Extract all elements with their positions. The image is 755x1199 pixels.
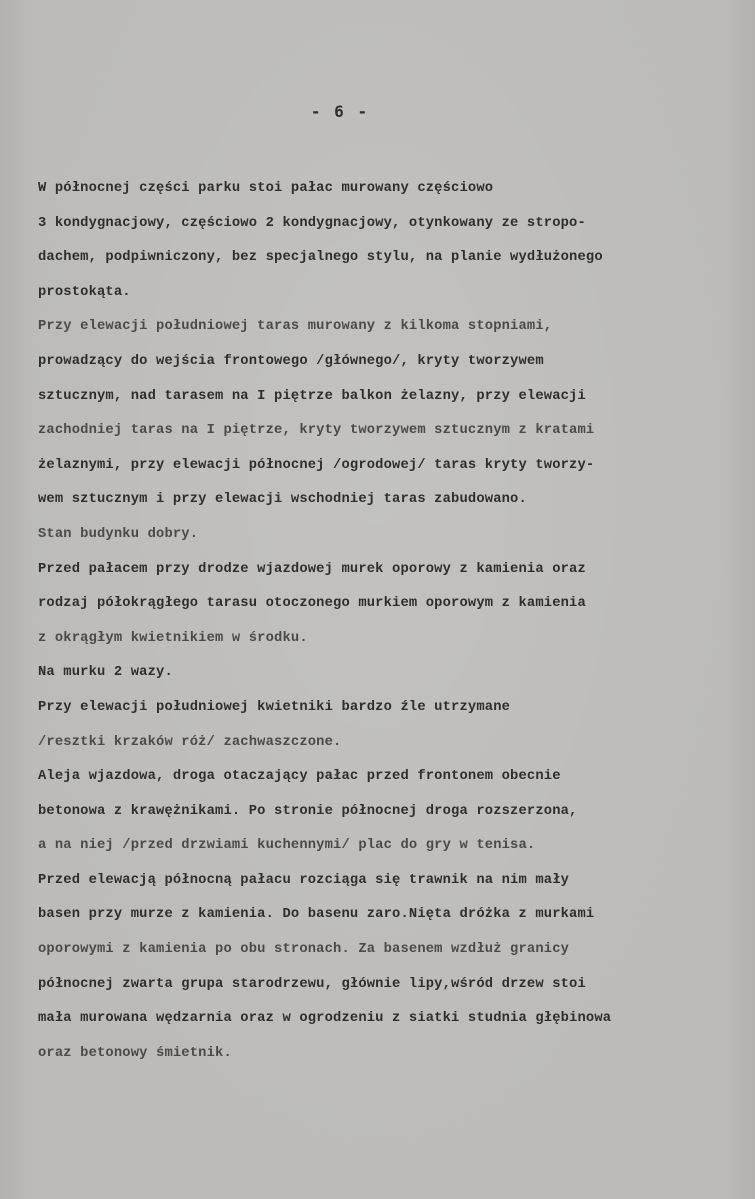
text-line: Przed pałacem przy drodze wjazdowej murek oporowy z kamienia oraz bbox=[38, 561, 586, 577]
text-line: prowadzący do wejścia frontowego /głównego/, kryty tworzywem bbox=[38, 353, 544, 369]
text-line: 3 kondygnacjowy, częściowo 2 kondygnacjowy, otynkowany ze stropo- bbox=[38, 215, 586, 231]
text-line: Na murku 2 wazy. bbox=[38, 665, 173, 681]
text-line: a na niej /przed drzwiami kuchennymi/ plac do gry w tenisa. bbox=[38, 838, 536, 854]
page-number: - 6 - bbox=[310, 102, 370, 121]
text-line: wem sztucznym i przy elewacji wschodniej taras zabudowano. bbox=[38, 492, 527, 508]
text-line: dachem, podpiwniczony, bez specjalnego stylu, na planie wydłużonego bbox=[38, 250, 603, 266]
text-line: Stan budynku dobry. bbox=[38, 526, 199, 542]
text-line: oraz betonowy śmietnik. bbox=[38, 1045, 232, 1061]
text-line: oporowymi z kamienia po obu stronach. Za basenem wzdłuż granicy bbox=[38, 942, 570, 958]
text-line: z okrągłym kwietnikiem w środku. bbox=[38, 630, 308, 646]
text-line: prostokąta. bbox=[38, 284, 131, 300]
text-line: mała murowana wędzarnia oraz w ogrodzeniu z siatki studnia głębinowa bbox=[38, 1011, 612, 1027]
body-text bbox=[38, 172, 754, 1071]
text-line: Przy elewacji południowej taras murowany z kilkoma stopniami, bbox=[38, 319, 553, 335]
text-line: Aleja wjazdowa, droga otaczający pałac przed frontonem obecnie bbox=[38, 769, 561, 785]
text-line: /resztki krzaków róż/ zachwaszczone. bbox=[38, 734, 342, 750]
text-line: zachodniej taras na I piętrze, kryty tworzywem sztucznym z kratami bbox=[38, 423, 595, 439]
text-line: Przed elewacją północną pałacu rozciąga się trawnik na nim mały bbox=[38, 872, 570, 888]
text-line: żelaznymi, przy elewacji północnej /ogrodowej/ taras kryty tworzy- bbox=[38, 457, 595, 473]
text-line: betonowa z krawężnikami. Po stronie północnej droga rozszerzona, bbox=[38, 803, 578, 819]
text-line: sztucznym, nad tarasem na I piętrze balkon żelazny, przy elewacji bbox=[38, 388, 586, 404]
text-line: W północnej części parku stoi pałac murowany częściowo bbox=[38, 181, 494, 196]
text-line: basen przy murze z kamienia. Do basenu zaro.Nięta dróżka z murkami bbox=[38, 907, 595, 923]
text-line: Przy elewacji południowej kwietniki bardzo źle utrzymane bbox=[38, 699, 511, 715]
text-line: północnej zwarta grupa starodrzewu, głównie lipy,wśród drzew stoi bbox=[38, 976, 586, 992]
text-line: rodzaj półokrągłego tarasu otoczonego murkiem oporowym z kamienia bbox=[38, 596, 586, 612]
